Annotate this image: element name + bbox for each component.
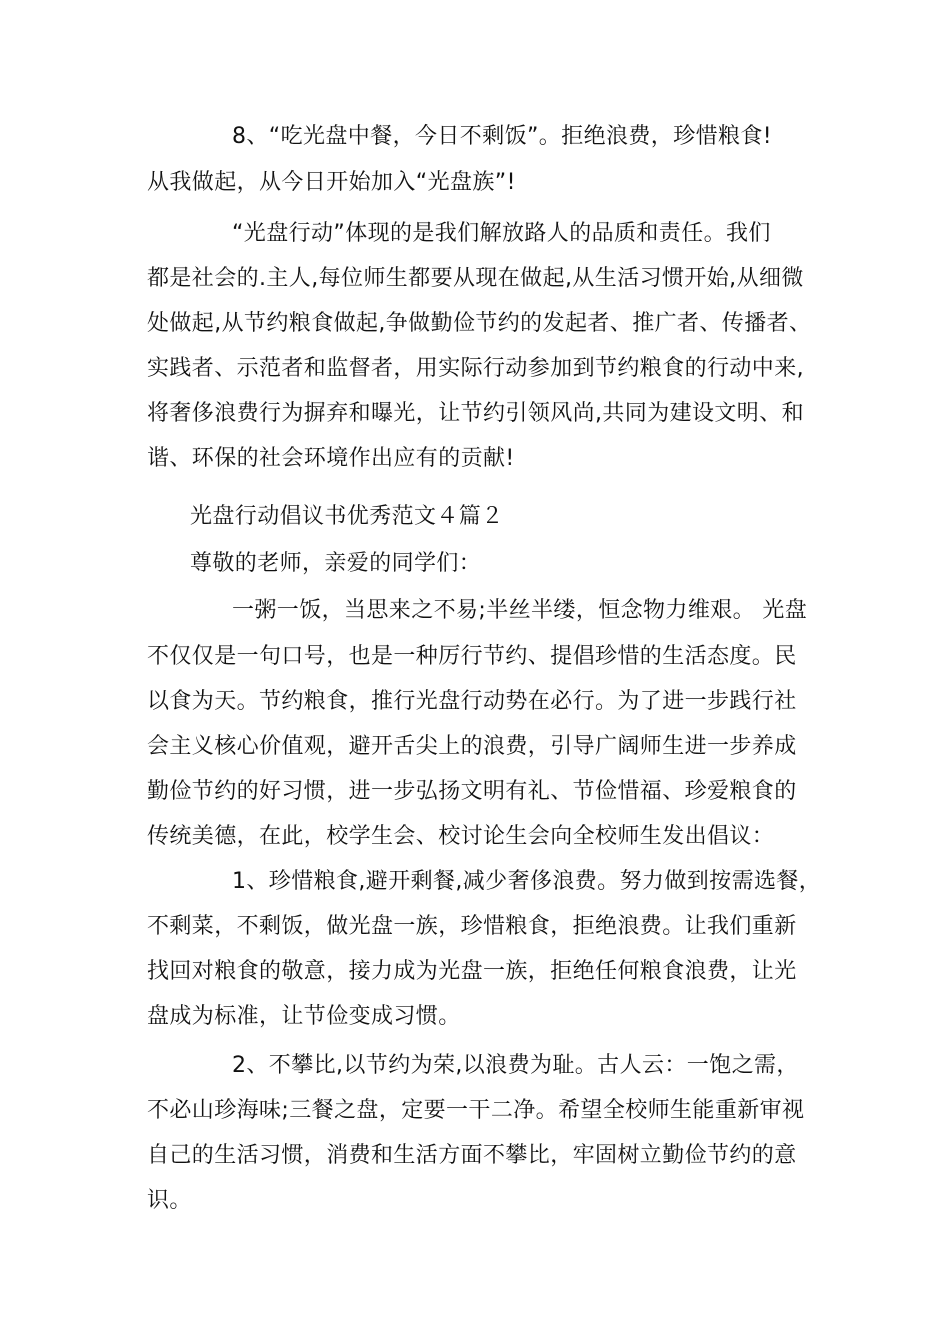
paragraph-action-line-2: 都是社会的.主人,每位师生都要从现在做起,从生活习惯开始,从细微 [147, 266, 804, 291]
paragraph-intro-line-1: 一粥一饭，当思来之不易;半丝半缕，恒念物力维艰。 光盘 [232, 598, 808, 623]
paragraph-action-line-4: 实践者、示范者和监督者，用实际行动参加到节约粮食的行动中来, [147, 356, 804, 381]
paragraph-intro-line-6: 传统美德，在此，校学生会、校讨论生会向全校师生发出倡议： [147, 824, 775, 849]
paragraph-action-line-5: 将奢侈浪费行为摒弃和曝光，让节约引领风尚,共同为建设文明、和 [147, 401, 804, 426]
salutation: 尊敬的老师，亲爱的同学们： [190, 551, 482, 576]
paragraph-action-line-1: “光盘行动”体现的是我们解放路人的品质和责任。我们 [232, 221, 771, 246]
paragraph-intro-line-5: 勤俭节约的好习惯，进一步弘扬文明有礼、节俭惜福、珍爱粮食的 [147, 779, 797, 804]
paragraph-item-2-line-1: 2、不攀比,以节约为荣,以浪费为耻。古人云：一饱之需， [232, 1053, 799, 1078]
paragraph-8-line-2: 从我做起，从今日开始加入“光盘族”! [147, 170, 516, 195]
paragraph-action-line-3: 处做起,从节约粮食做起,争做勤俭节约的发起者、推广者、传播者、 [147, 311, 812, 336]
paragraph-intro-line-2: 不仅仅是一句口号，也是一种厉行节约、提倡珍惜的生活态度。民 [147, 644, 797, 669]
section-heading: 光盘行动倡议书优秀范文４篇２ [190, 504, 504, 529]
paragraph-item-2-line-3: 自己的生活习惯，消费和生活方面不攀比，牢固树立勤俭节约的意 [147, 1143, 797, 1168]
paragraph-intro-line-3: 以食为天。节约粮食，推行光盘行动势在必行。为了进一步践行社 [147, 689, 797, 714]
paragraph-item-2-line-4: 识。 [147, 1188, 192, 1213]
paragraph-item-1-line-1: 1、珍惜粮食,避开剩餐,减少奢侈浪费。努力做到按需选餐， [232, 869, 822, 894]
paragraph-item-1-line-2: 不剩菜，不剩饭，做光盘一族，珍惜粮食，拒绝浪费。让我们重新 [147, 914, 797, 939]
paragraph-item-2-line-2: 不必山珍海味;三餐之盘，定要一干二净。希望全校师生能重新审视 [147, 1098, 805, 1123]
paragraph-intro-line-4: 会主义核心价值观，避开舌尖上的浪费，引导广阔师生进一步养成 [147, 734, 797, 759]
paragraph-item-1-line-3: 找回对粮食的敬意，接力成为光盘一族，拒绝任何粮食浪费，让光 [147, 959, 797, 984]
paragraph-action-line-6: 谐、环保的社会环境作出应有的贡献! [147, 446, 515, 471]
paragraph-8-line-1: 8、“吃光盘中餐，今日不剩饭”。拒绝浪费，珍惜粮食! [232, 124, 773, 149]
paragraph-item-1-line-4: 盘成为标准，让节俭变成习惯。 [147, 1004, 461, 1029]
